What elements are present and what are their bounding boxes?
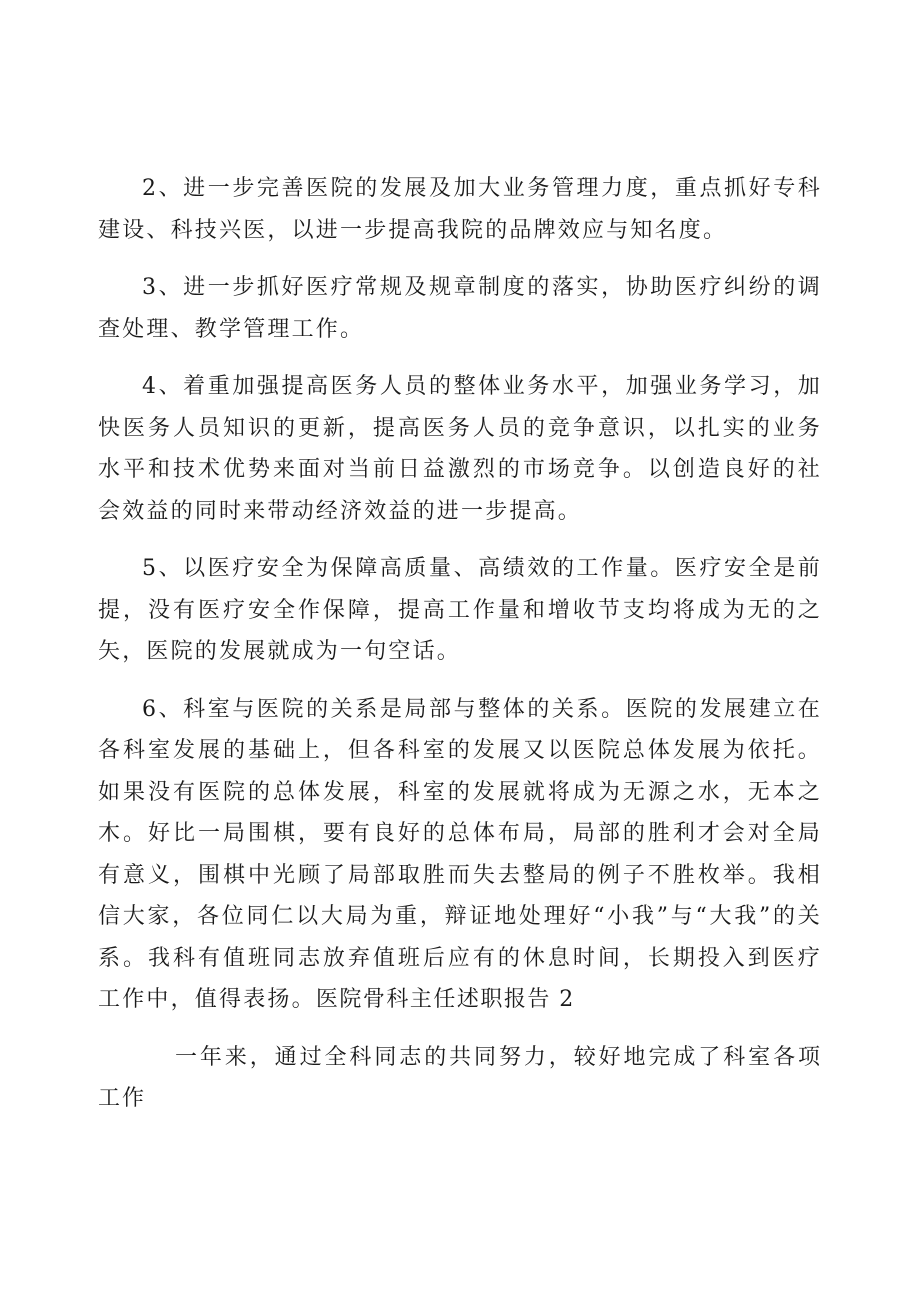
paragraph-item-4: 4、着重加强提高医务人员的整体业务水平，加强业务学习，加快医务人员知识的更新，提高医务人员的竞争意识，以扎实的业务水平和技术优势来面对当前日益激烈的市场竞争。以创造良好的社会效益的同时来带动经济效益的进一步提高。 xyxy=(98,374,822,524)
next-report-title: 医院骨科主任述职报告 2 xyxy=(315,987,575,1012)
paragraph-item-2: 2、进一步完善医院的发展及加大业务管理力度，重点抓好专科建设、科技兴医，以进一步提高我院的品牌效应与知名度。 xyxy=(98,176,822,243)
opening-paragraph: 一年来，通过全科同志的共同努力，较好地完成了科室各项工作 xyxy=(98,1044,822,1111)
paragraph-item-6 xyxy=(98,689,822,1021)
document-body xyxy=(98,168,822,1136)
paragraph-item-6-text: 6、科室与医院的关系是局部与整体的关系。医院的发展建立在各科室发展的基础上，但各科室的发展又以医院总体发展为依托。如果没有医院的总体发展，科室的发展就将成为无源之水，无本之木。好比一局围棋，要有良好的总体布局，局部的胜利才会对全局有意义，围棋中光顾了局部取胜而失去整局的例子不胜枚举。我相信大家，各位同仁以大局为重，辩证地处理好“小我”与“大我”的关系。我科有值班同志放弃值班后应有的休息时间，长期投入到医疗工作中，值得表扬。 xyxy=(98,696,822,1012)
paragraph-item-3: 3、进一步抓好医疗常规及规章制度的落实，协助医疗纠纷的调查处理、教学管理工作。 xyxy=(98,275,822,342)
paragraph-item-5: 5、以医疗安全为保障高质量、高绩效的工作量。医疗安全是前提，没有医疗安全作保障，提高工作量和增收节支均将成为无的之矢，医院的发展就成为一句空话。 xyxy=(98,556,822,664)
